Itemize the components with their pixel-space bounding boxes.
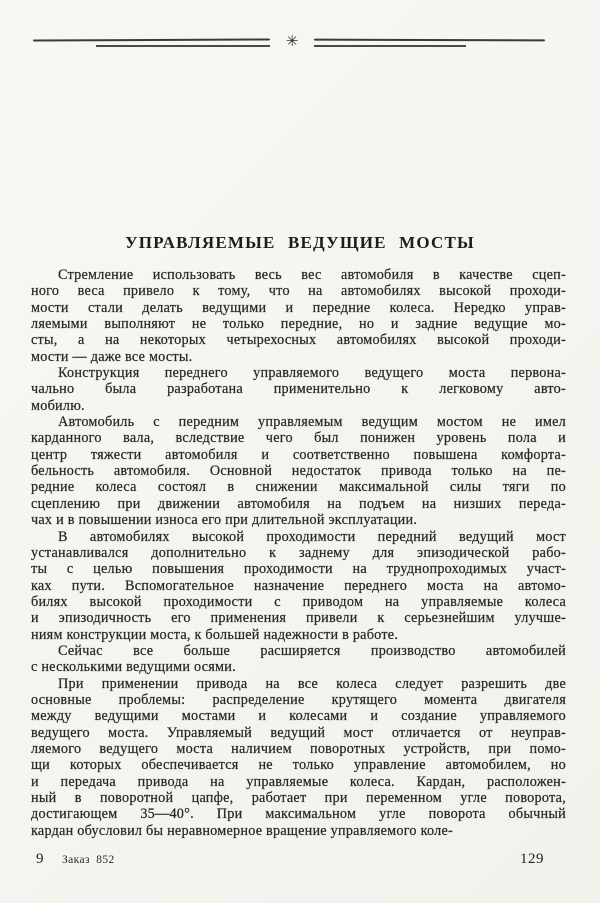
header-rule-right-long [314,39,545,42]
text-line: карданного вала, вследствие чего был понижен уровень пола и [31,430,566,447]
text-line: ного веса привело к тому, что на автомобилях высокой проходи- [31,283,566,300]
text-line: сцеплению при движении автомобиля на подъем на низших переда- [31,495,566,512]
text-line: кардан обусловил бы неравномерное вращение управляемого коле- [31,822,453,839]
paragraph [31,643,566,676]
header-rule-right-short [314,45,466,47]
paragraph [31,267,566,365]
text-line: чально была разработана применительно к легковому авто- [31,381,566,398]
text-line: чах и в повышении износа его при длительной эксплуатации. [31,512,418,529]
paragraph [31,414,566,528]
text-line: ты с целью повышения проходимости на труднопроходимых участ- [31,561,566,578]
text-line: устанавливался дополнительно к заднему для эпизодической рабо- [31,544,566,561]
text-line: сты, а на некоторых четырехосных автомобилях высокой проходи- [31,332,566,349]
text-line: редние колеса состоял в снижении максимальной силы тяги по [31,479,566,496]
page-footer [0,851,600,873]
text-line: ляемыми выполняют не только передние, но и задние ведущие мо- [31,316,566,333]
text-line: с несколькими ведущими осями. [31,659,236,676]
text-line: щи которых обеспечивается не только управление автомобилем, но [31,757,566,774]
text-line: достигающем 35—40°. При максимальном угле поворота обычный [31,806,566,823]
asterisk-icon: ✳ [285,32,299,50]
paragraph [31,529,566,643]
text-line: Стремление использовать весь вес автомобиля в качестве сцеп- [58,267,566,283]
text-line: между ведущими мостами и колесами и создание управляемого [31,708,566,725]
text-line: мобилю. [31,397,85,414]
text-line: и эпизодичность его применения привели к серьезнейшим улучше- [31,610,566,627]
text-line: ляемого ведущего моста наличием поворотных устройств, при помо- [31,740,566,757]
text-line: При применении привода на все колеса следует разрешить две [58,675,566,692]
text-line: и передача привода на управляемые колеса. Кардан, расположен- [31,773,566,790]
paragraph [31,365,566,414]
text-line: В автомобилях высокой проходимости передний ведущий мост [58,528,566,545]
page-number: 129 [520,851,544,867]
text-line: Автомобиль с передним управляемым ведущим мостом не имел [58,414,566,431]
text-line: мости стали делать ведущими и передние колеса. Нередко управ- [31,299,566,316]
text-line: бельность автомобиля. Основной недостаток привода только на пе- [31,463,566,480]
text-line: билях высокой проходимости с приводом на управляемые колеса [31,593,566,610]
header-rule-left-long [33,38,270,41]
text-line: ный в поворотной цапфе, работает при переменном угле поворота, [31,790,566,806]
text-line: ках пути. Вспомогательное назначение переднего моста на автомо- [31,577,566,594]
text-line: Сейчас все больше расширяется производство автомобилей [58,642,566,659]
text-line: центр тяжести автомобиля и соответственно повышена комфорта- [31,446,566,463]
paragraph [31,676,566,839]
text-line: мости — даже все мосты. [31,348,193,365]
header-rule-left-short [96,45,270,47]
text-line: основные проблемы: распределение крутящего момента двигателя [31,691,566,708]
print-order-label: Заказ 852 [62,854,115,866]
text-line: ведущего моста. Управляемый ведущий мост отличается от неуправ- [31,724,566,741]
text-line: Конструкция переднего управляемого ведущего моста первона- [58,365,566,382]
signature-number: 9 [36,851,44,867]
text-block [31,267,566,839]
chapter-title: УПРАВЛЯЕМЫЕ ВЕДУЩИЕ МОСТЫ [125,233,475,252]
text-line: ниям конструкции моста, к большей надежности в работе. [31,626,399,643]
